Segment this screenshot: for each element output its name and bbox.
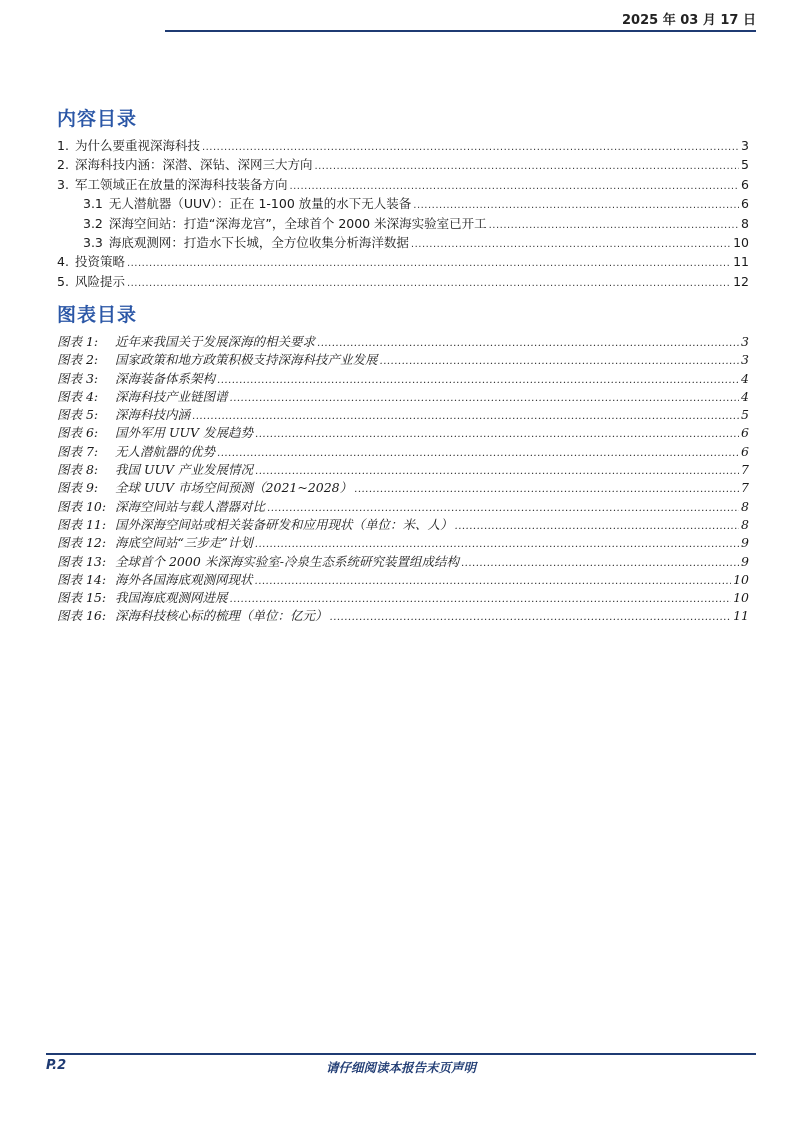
toc-item-page: 6 <box>741 196 749 212</box>
toc-item-text: 投资策略 <box>74 254 125 270</box>
figure-item-text: 海底空间站“三步走”计划 <box>115 535 253 551</box>
leader-dots <box>127 274 731 293</box>
leader-dots <box>330 609 732 627</box>
toc-item-text: 海底观测网：打造水下长城，全方位收集分析海洋数据 <box>108 234 409 250</box>
figure-item-label: 图表 8: <box>57 462 99 478</box>
figure-item-page: 4 <box>741 388 749 404</box>
figures-title: 图表目录 <box>57 304 138 326</box>
leader-dots <box>217 372 739 390</box>
figure-item-page: 8 <box>741 516 749 532</box>
figure-item-label: 图表 16: <box>57 608 107 624</box>
leader-dots <box>380 353 740 371</box>
disclaimer-note: 请仔细阅读本报告末页声明 <box>325 1060 476 1075</box>
figure-item[interactable] <box>57 443 749 461</box>
toc-item-page: 11 <box>733 254 749 270</box>
leader-dots <box>317 335 739 353</box>
leader-dots <box>354 481 739 499</box>
figure-item-label: 图表 15: <box>57 590 107 606</box>
leader-dots <box>255 426 739 444</box>
figure-item[interactable] <box>57 516 749 534</box>
toc-item[interactable] <box>57 155 749 174</box>
figure-item-text: 我国 UUV 产业发展情况 <box>115 462 254 478</box>
leader-dots <box>461 555 739 573</box>
leader-dots <box>127 254 731 273</box>
toc-item-text: 为什么要重视深海科技 <box>74 138 200 153</box>
figure-item-text: 深海空间站与载人潜器对比 <box>115 498 266 514</box>
figure-item-label: 图表 9: <box>57 480 99 496</box>
toc-item-number: 3.2 <box>83 215 103 231</box>
toc-item-page: 10 <box>733 234 749 250</box>
figure-item-page: 9 <box>741 553 749 569</box>
toc-item-number: 3.3 <box>83 234 103 250</box>
toc-item[interactable] <box>57 272 749 291</box>
toc-item-number: 3.1 <box>83 196 103 212</box>
figure-item[interactable] <box>57 498 749 516</box>
figure-item-text: 无人潜航器的优势 <box>115 443 216 459</box>
figure-item-page: 10 <box>733 571 749 587</box>
figure-item[interactable] <box>57 333 749 351</box>
figure-item-page: 3 <box>741 334 749 349</box>
figure-item[interactable] <box>57 406 749 424</box>
toc-item-text: 深海空间站：打造“深海龙宫”，全球首个 2000 米深海实验室已开工 <box>108 215 487 231</box>
figure-item-text: 全球 UUV 市场空间预测（2021~2028） <box>115 480 353 496</box>
figure-item-page: 6 <box>741 443 749 459</box>
figures-list <box>57 333 749 626</box>
toc-item[interactable] <box>57 252 749 271</box>
figure-item[interactable] <box>57 571 749 589</box>
toc-item-page: 6 <box>741 176 749 192</box>
figure-item-text: 全球首个 2000 米深海实验室-冷泉生态系统研究装置组成结构 <box>115 553 459 569</box>
toc-item-text: 无人潜航器（UUV）：正在 1-100 放量的水下无人装备 <box>108 196 412 212</box>
toc-item-page: 12 <box>733 273 749 289</box>
figure-item[interactable] <box>57 370 749 388</box>
figure-item-label: 图表 3: <box>57 370 99 386</box>
figure-item-label: 图表 14: <box>57 571 107 587</box>
figure-item[interactable] <box>57 461 749 479</box>
leader-dots <box>489 216 739 235</box>
figure-item-text: 深海装备体系架构 <box>115 370 216 386</box>
figure-item[interactable] <box>57 589 749 607</box>
leader-dots <box>217 445 739 463</box>
figure-item-page: 5 <box>741 407 749 423</box>
toc-item[interactable] <box>57 233 749 252</box>
figure-item-label: 图表 12: <box>57 535 107 551</box>
figure-item-text: 深海科技核心标的梳理（单位：亿元） <box>115 608 328 624</box>
toc-item-text: 军工领域正在放量的深海科技装备方向 <box>74 176 288 192</box>
header-rule <box>165 30 756 32</box>
leader-dots <box>230 390 740 408</box>
figure-item-label: 图表 7: <box>57 443 99 459</box>
figure-item-label: 图表 2: <box>57 352 99 368</box>
footer-rule <box>46 1053 756 1055</box>
figure-item[interactable] <box>57 607 749 625</box>
figure-item-text: 海外各国海底观测网现状 <box>115 571 253 587</box>
toc-item[interactable] <box>57 214 749 233</box>
leader-dots <box>411 235 731 254</box>
figure-item-page: 7 <box>741 462 749 478</box>
toc-item-page: 3 <box>741 138 749 153</box>
figure-item-page: 4 <box>741 370 749 386</box>
figure-item-page: 10 <box>733 590 749 606</box>
toc-item-text: 风险提示 <box>74 273 125 289</box>
figure-item-text: 国外深海空间站或相关装备研发和应用现状（单位：米、人） <box>115 516 453 532</box>
toc-item[interactable] <box>57 175 749 194</box>
leader-dots <box>192 408 739 426</box>
figure-item[interactable] <box>57 553 749 571</box>
figure-item-label: 图表 13: <box>57 553 107 569</box>
toc-title: 内容目录 <box>57 108 138 130</box>
leader-dots <box>455 518 740 536</box>
leader-dots <box>314 157 739 176</box>
figure-item-page: 6 <box>741 425 749 441</box>
toc-item-number: 1. <box>57 138 69 153</box>
figure-item[interactable] <box>57 351 749 369</box>
figure-item-text: 近年来我国关于发展深海的相关要求 <box>115 334 316 349</box>
figure-item-label: 图表 4: <box>57 388 99 404</box>
figure-item-page: 7 <box>741 480 749 496</box>
figure-item[interactable] <box>57 479 749 497</box>
figure-item-page: 3 <box>741 352 749 368</box>
report-date: 2025 年 03 月 17 日 <box>622 13 756 28</box>
figure-item[interactable] <box>57 388 749 406</box>
toc-list <box>57 136 749 291</box>
figure-item-page: 11 <box>733 608 749 624</box>
figure-item-text: 深海科技内涵 <box>115 407 191 423</box>
figure-item-text: 我国海底观测网进展 <box>115 590 228 606</box>
toc-item[interactable] <box>57 194 749 213</box>
figure-item-text: 深海科技产业链图谱 <box>115 388 228 404</box>
page-number: P.2 <box>46 1058 67 1073</box>
figure-item-text: 国家政策和地方政策积极支持深海科技产业发展 <box>115 352 378 368</box>
toc-item-number: 5. <box>57 273 69 289</box>
figure-item[interactable] <box>57 424 749 442</box>
figure-item-label: 图表 11: <box>57 516 107 532</box>
toc-item-number: 2. <box>57 157 69 173</box>
toc-item-number: 3. <box>57 176 69 192</box>
toc-item-page: 5 <box>741 157 749 173</box>
figure-item-page: 9 <box>741 535 749 551</box>
figure-item-text: 国外军用 UUV 发展趋势 <box>115 425 254 441</box>
figure-item-page: 8 <box>741 498 749 514</box>
leader-dots <box>255 573 732 591</box>
figure-item-label: 图表 6: <box>57 425 99 441</box>
toc-item-page: 8 <box>741 215 749 231</box>
figure-item-label: 图表 10: <box>57 498 107 514</box>
toc-item[interactable] <box>57 136 749 155</box>
figure-item-label: 图表 5: <box>57 407 99 423</box>
figure-item[interactable] <box>57 534 749 552</box>
toc-item-number: 4. <box>57 254 69 270</box>
toc-item-text: 深海科技内涵：深潜、深钻、深网三大方向 <box>74 157 313 173</box>
figure-item-label: 图表 1: <box>57 334 99 349</box>
